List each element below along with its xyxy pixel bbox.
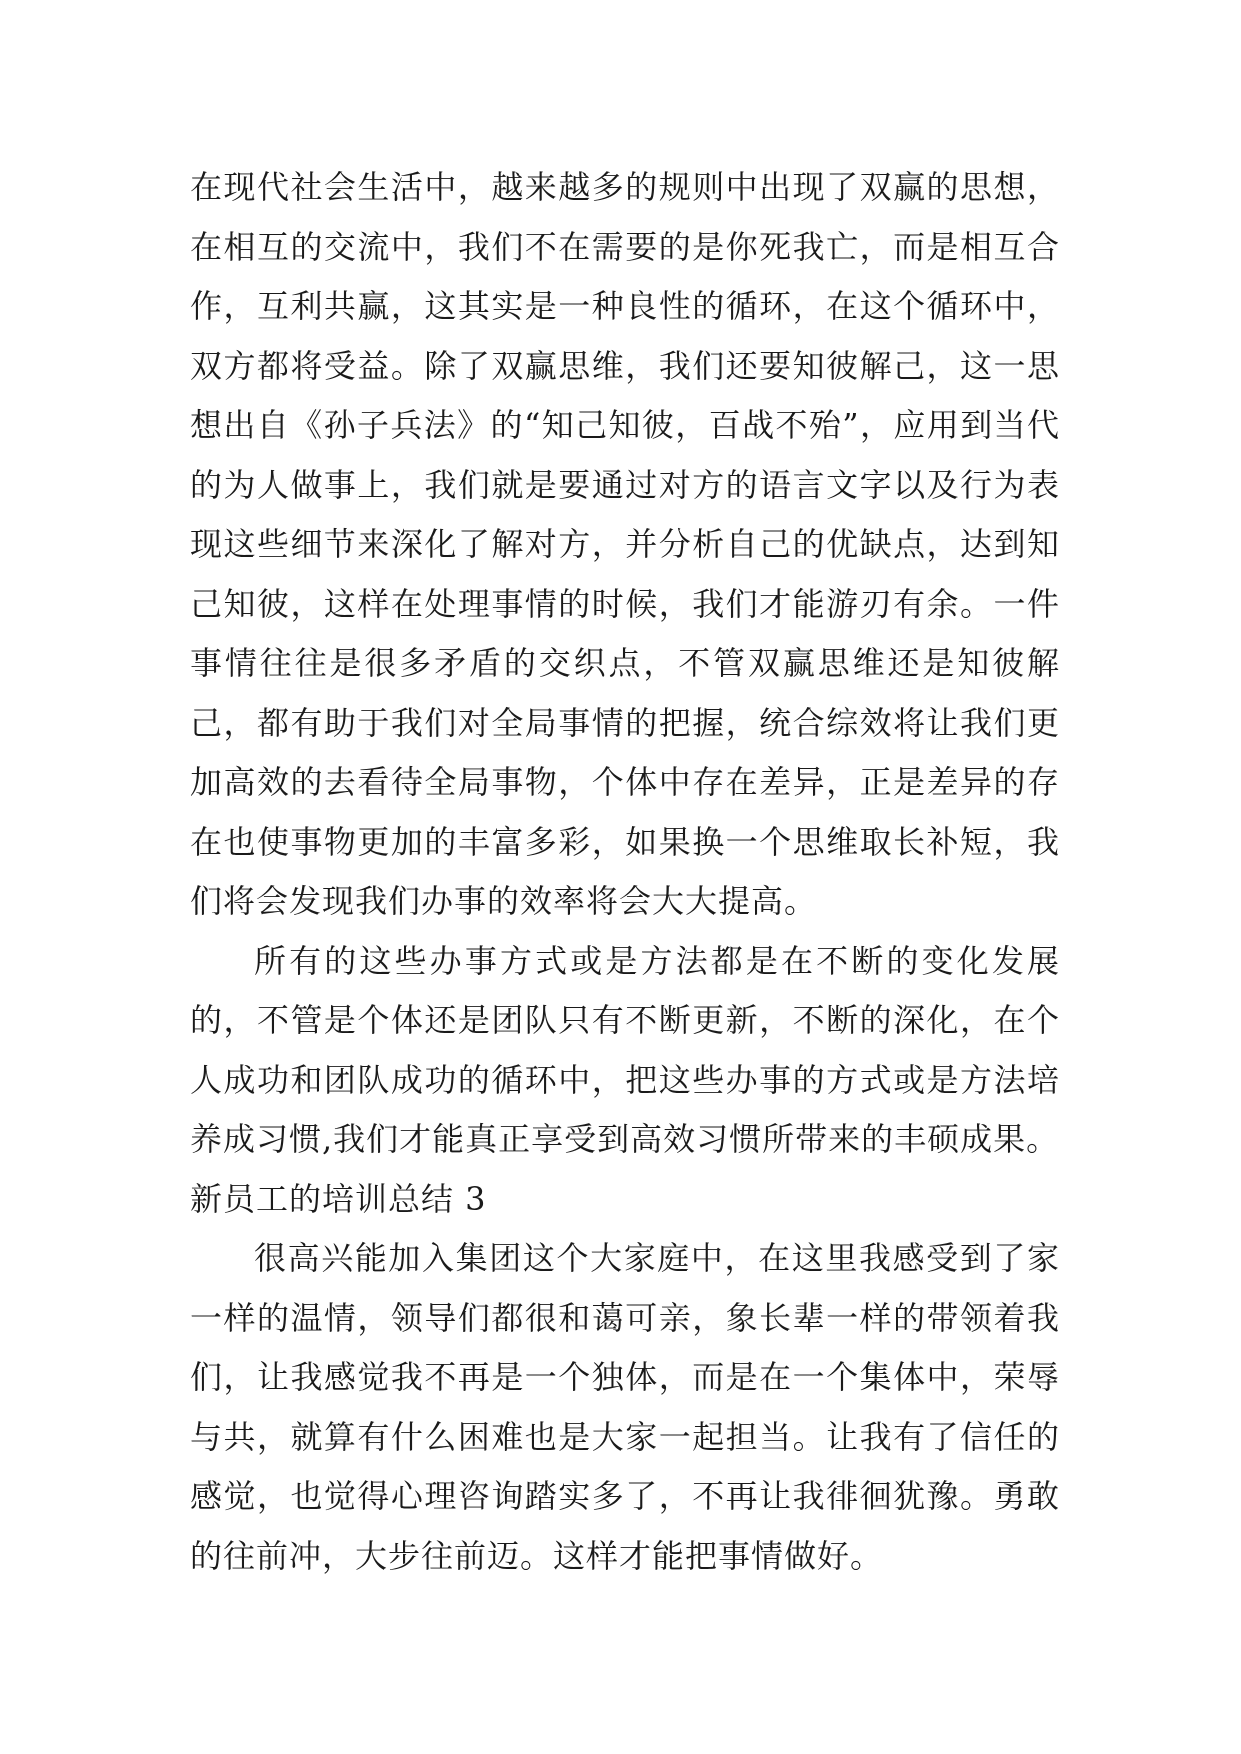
body-paragraph-3: 很高兴能加入集团这个大家庭中，在这里我感受到了家一样的温情，领导们都很和蔼可亲，象长辈一样的带领着我们，让我感觉我不再是一个独体，而是在一个集体中，荣辱与共，就算有什么困难也是大家一起担当。让我有了信任的感觉，也觉得心理咨询踏实多了，不再让我徘徊犹豫。勇敢的往前冲，大步往前迈。这样才能把事情做好。 <box>190 1239 1060 1575</box>
document-body <box>190 158 1060 1586</box>
section-heading: 新员工的培训总结 3 <box>190 1179 487 1218</box>
body-paragraph-1: 在现代社会生活中，越来越多的规则中出现了双赢的思想，在相互的交流中，我们不在需要的是你死我亡，而是相互合作，互利共赢，这其实是一种良性的循环，在这个循环中，双方都将受益。除了双赢思维，我们还要知彼解己，这一思想出自《孙子兵法》的“知己知彼，百战不殆”，应用到当代的为人做事上，我们就是要通过对方的语言文字以及行为表现这些细节来深化了解对方，并分析自己的优缺点，达到知己知彼，这样在处理事情的时候，我们才能游刃有余。一件事情往往是很多矛盾的交织点，不管双赢思维还是知彼解己，都有助于我们对全局事情的把握，统合综效将让我们更加高效的去看待全局事物，个体中存在差异，正是差异的存在也使事物更加的丰富多彩，如果换一个思维取长补短，我们将会发现我们办事的效率将会大大提高。 <box>190 168 1060 920</box>
body-paragraph-2: 所有的这些办事方式或是方法都是在不断的变化发展的，不管是个体还是团队只有不断更新，不断的深化，在个人成功和团队成功的循环中，把这些办事的方式或是方法培养成习惯,我们才能真正享受到高效习惯所带来的丰硕成果。 <box>190 941 1060 1158</box>
